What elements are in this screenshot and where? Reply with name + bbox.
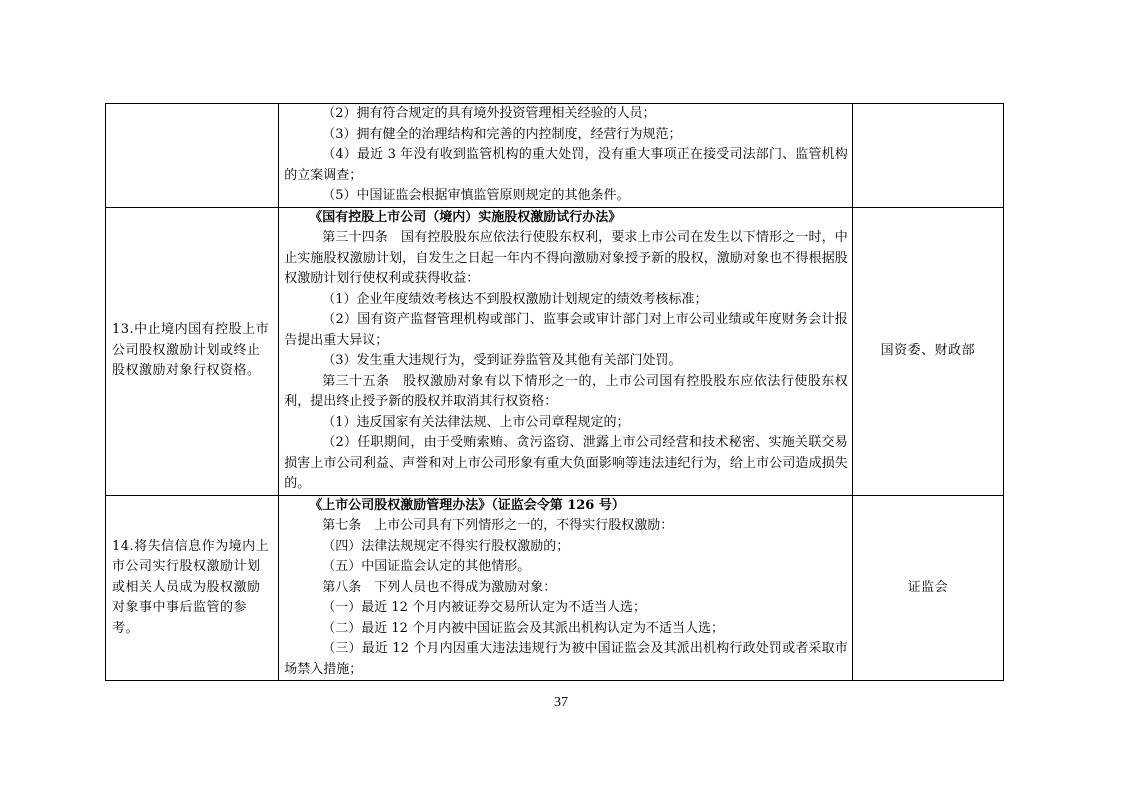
table-row [106, 495, 1004, 681]
basis-line: （五）中国证监会认定的其他情形。 [322, 559, 531, 574]
basis-line: 第七条 上市公司具有下列情形之一的，不得实行股权激励： [322, 518, 674, 533]
basis-line: （2）任职期间，由于受贿索贿、贪污盗窃、泄露上市公司经营和技术秘密、实施关联交易损害上市公司利益、声誉和对上市公司形象有重大负面影响等违法违纪行为，给上市公司造成损失的。 [284, 435, 848, 491]
basis-line: （四）法律法规规定不得实行股权激励的； [322, 538, 570, 554]
item-cell [106, 104, 279, 208]
basis-line: （1）企业年度绩效考核达不到股权激励计划规定的绩效考核标准； [322, 291, 708, 307]
dept-cell [852, 104, 1003, 208]
basis-cell [279, 104, 853, 208]
basis-line: 第三十五条 股权激励对象有以下情形之一的，上市公司国有控股股东应依法行使股东权利，提出终止授予新的股权并取消其行权资格： [284, 373, 848, 409]
basis-line: （一）最近 12 个月内被证券交易所认定为不适当人选； [322, 600, 646, 615]
page-number: 37 [554, 695, 568, 710]
basis-line: （5）中国证监会根据审慎监管原则规定的其他条件。 [322, 188, 630, 203]
dept-cell: 国资委、财政部 [852, 207, 1003, 495]
table-row [106, 207, 1004, 495]
basis-line: （2）拥有符合规定的具有境外投资管理相关经验的人员； [322, 106, 656, 121]
basis-line: （1）违反国家有关法律法规、上市公司章程规定的； [322, 414, 630, 430]
basis-line: （二）最近 12 个月内被中国证监会及其派出机构认定为不适当人选； [322, 620, 724, 636]
basis-line: （2）国有资产监督管理机构或部门、监事会或审计部门对上市公司业绩或年度财务会计报告提出重大异议； [284, 312, 848, 348]
basis-line: （3）拥有健全的治理结构和完善的内控制度，经营行为规范； [322, 126, 682, 142]
basis-cell [279, 495, 853, 681]
table-row [106, 104, 1004, 208]
item-cell: 14.将失信信息作为境内上市公司实行股权激励计划或相关人员成为股权激励对象事中事后监管的参考。 [106, 495, 279, 681]
regulation-table [105, 103, 1004, 681]
basis-cell [279, 207, 853, 495]
basis-line: 第三十四条 国有控股股东应依法行使股东权利，要求上市公司在发生以下情形之一时，中止实施股权激励计划，自发生之日起一年内不得向激励对象授予新的股权，激励对象也不得根据股权激励计划行使权利或获得收益： [284, 230, 848, 286]
item-cell: 13.中止境内国有控股上市公司股权激励计划或终止股权激励对象行权资格。 [106, 207, 279, 495]
basis-line: （3）发生重大违规行为，受到证券监管及其他有关部门处罚。 [322, 353, 682, 368]
basis-line: （三）最近 12 个月内因重大违法违规行为被中国证监会及其派出机构行政处罚或者采取市场禁入措施； [284, 641, 848, 677]
basis-line: （4）最近 3 年没有收到监管机构的重大处罚，没有重大事项正在接受司法部门、监管机构的立案调查； [284, 147, 848, 183]
dept-cell: 证监会 [852, 495, 1003, 681]
law-title: 《国有控股上市公司（境内）实施股权激励试行办法》 [309, 209, 622, 225]
law-title: 《上市公司股权激励管理办法》（证监会令第 126 号） [309, 497, 625, 513]
basis-line: 第八条 下列人员也不得成为激励对象： [322, 579, 557, 595]
